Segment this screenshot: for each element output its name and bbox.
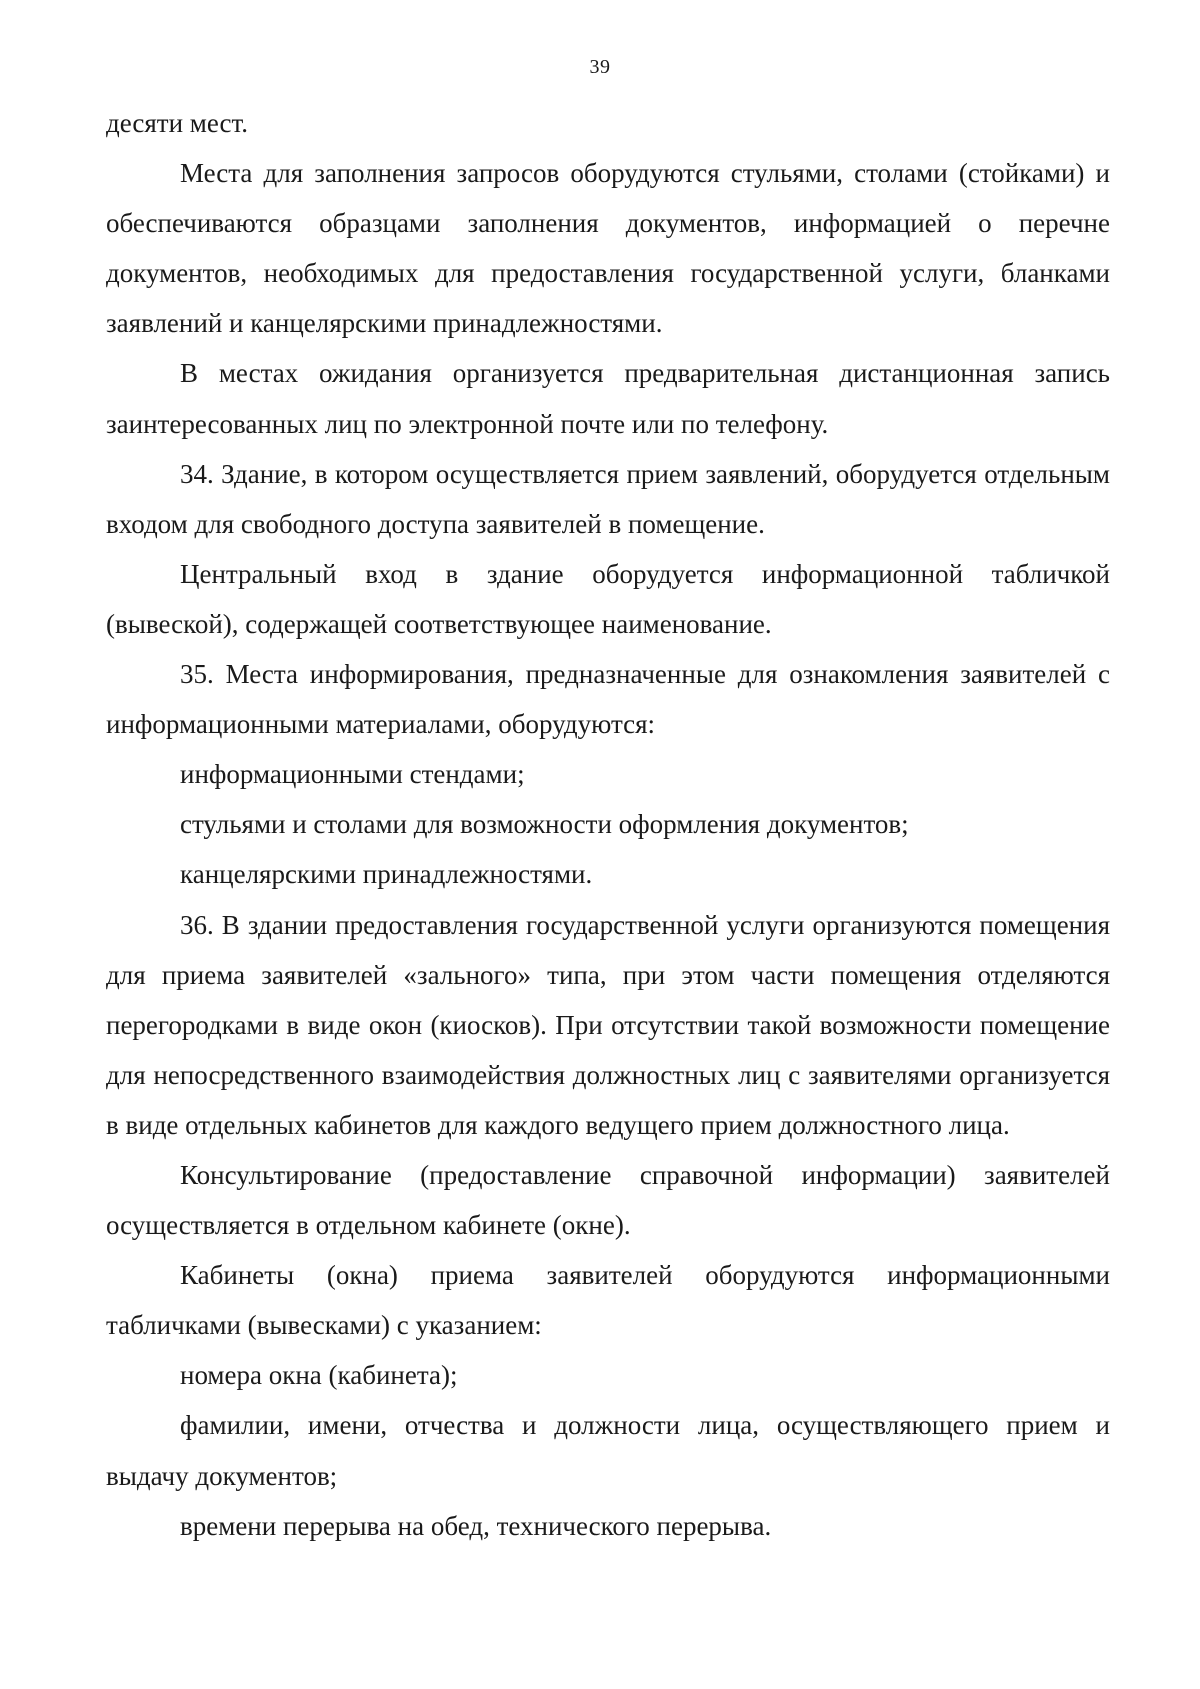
paragraph-waiting-places: В местах ожидания организуется предварительная дистанционная запись заинтересованных лиц по электронной почте или по телефону. [106,358,1110,439]
list-item-person-name: фамилии, имени, отчества и должности лица, осуществляющего прием и выдачу документов; [106,1410,1110,1491]
page-number: 39 [589,56,611,78]
list-item-chairs-tables: стульями и столами для возможности оформления документов; [180,809,909,840]
paragraph-fill-places: Места для заполнения запросов оборудуются стульями, столами (стойками) и обеспечиваются образцами заполнения документов, информацией о перечне документов, необходимых для предоставления государственной услуги, бланками заявлений и канцелярскими принадлежностями. [106,158,1110,339]
list-item-stationery: канцелярскими принадлежностями. [180,859,593,890]
paragraph-cabinets: Кабинеты (окна) приема заявителей оборудуются информационными табличками (вывесками) с указанием: [106,1260,1110,1341]
list-item-window-number: номера окна (кабинета); [180,1360,458,1391]
list-item-stands: информационными стендами; [180,759,525,790]
document-body [106,98,1110,1551]
paragraph-item-34: 34. Здание, в котором осуществляется прием заявлений, оборудуется отдельным входом для свободного доступа заявителей в помещение. [106,458,1110,539]
paragraph-consulting: Консультирование (предоставление справочной информации) заявителей осуществляется в отдельном кабинете (окне). [106,1159,1110,1241]
paragraph-central-entrance: Центральный вход в здание оборудуется информационной табличкой (вывеской), содержащей соответствующее наименование. [106,558,1110,639]
paragraph-item-36: 36. В здании предоставления государственной услуги организуются помещения для приема заявителей «зального» типа, при этом части помещения отделяются перегородками в виде окон (киосков). При отсутствии такой возможности помещение для непосредственного взаимодействия должностных лиц с заявителями организуется в виде отдельных кабинетов для каждого ведущего прием должностного лица. [106,909,1110,1140]
list-item-break-time: времени перерыва на обед, технического перерыва. [180,1510,772,1541]
paragraph-item-35: 35. Места информирования, предназначенные для ознакомления заявителей с информационными материалами, оборудуются: [106,659,1110,740]
paragraph-continuation: десяти мест. [106,108,249,138]
